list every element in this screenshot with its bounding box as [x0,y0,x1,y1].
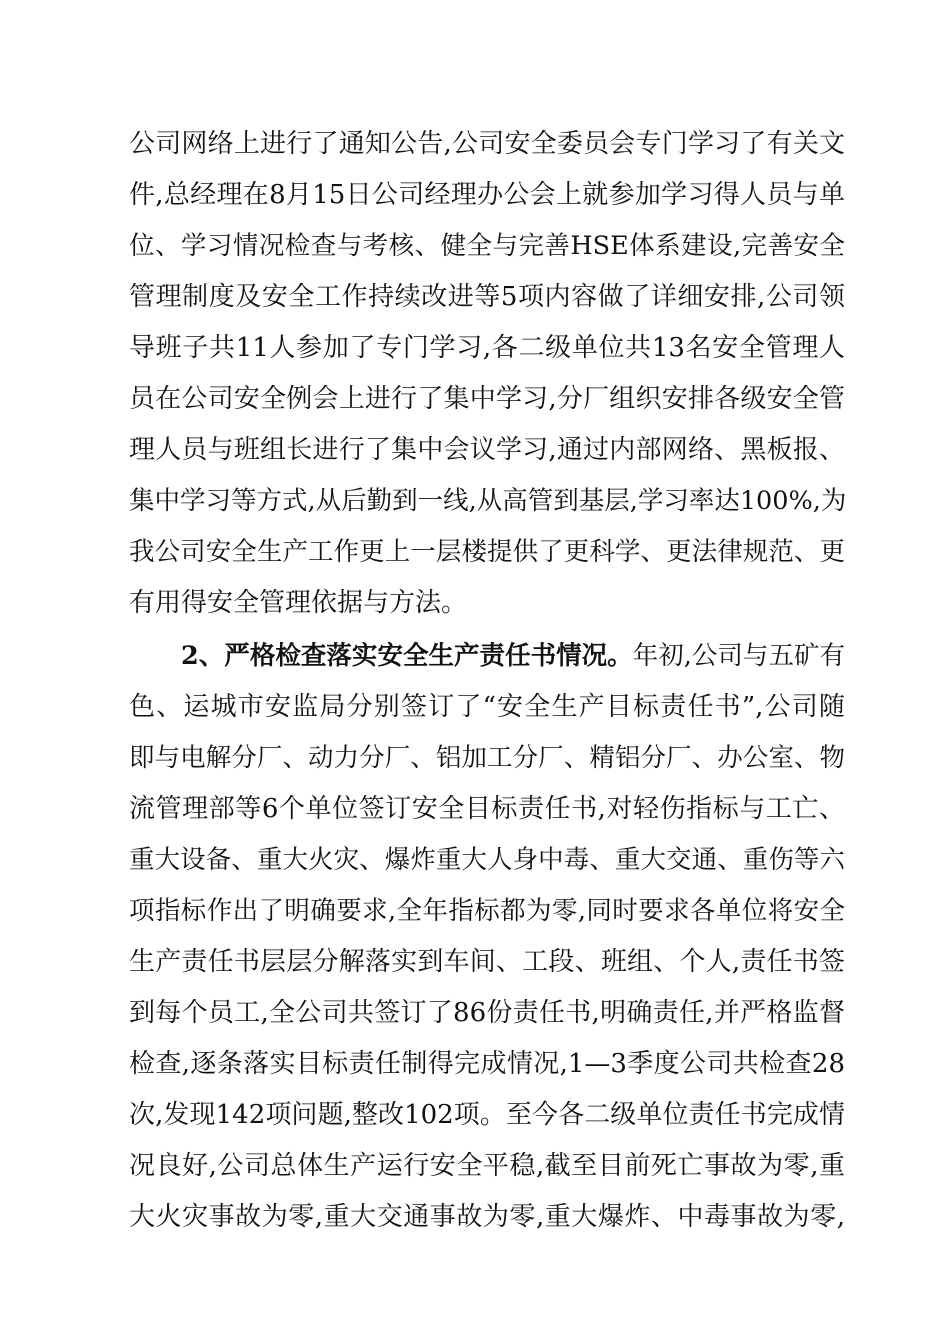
section-heading: 2、严格检查落实安全生产责任书情况。 [181,641,633,671]
text-line: 次,发现142项问题,整改102项。至今各二级单位责任书完成情 [129,1100,845,1130]
paragraph-first-line [181,638,845,674]
text-line: 件,总经理在8月15日公司经理办公会上就参加学习得人员与单 [129,180,845,210]
text-line: 位、学习情况检查与考核、健全与完善HSE体系建设,完善安全 [129,231,845,261]
text-line: 集中学习等方式,从后勤到一线,从高管到基层,学习率达100%,为 [129,486,847,516]
text-line: 导班子共11人参加了专门学习,各二级单位共13名安全管理人 [129,333,845,363]
text-line: 有用得安全管理依据与方法。 [129,588,468,618]
text-line: 检查,逐条落实目标责任制得完成情况,1—3季度公司共检查28 [129,1049,845,1079]
text-line: 况良好,公司总体生产运行安全平稳,截至目前死亡事故为零,重 [129,1151,845,1181]
text-line: 即与电解分厂、动力分厂、铝加工分厂、精铝分厂、办公室、物 [129,743,845,773]
text-line: 色、运城市安监局分别签订了“安全生产目标责任书”,公司随 [129,692,845,722]
heading-followup-text: 年初,公司与五矿有 [632,641,845,671]
text-line: 项指标作出了明确要求,全年指标都为零,同时要求各单位将安全 [129,896,845,926]
text-line: 公司网络上进行了通知公告,公司安全委员会专门学习了有关文 [129,129,845,159]
text-line: 我公司安全生产工作更上一层楼提供了更科学、更法律规范、更 [129,537,845,567]
text-line: 员在公司安全例会上进行了集中学习,分厂组织安排各级安全管 [129,384,845,414]
text-line: 管理制度及安全工作持续改进等5项内容做了详细安排,公司领 [129,282,845,312]
text-line: 生产责任书层层分解落实到车间、工段、班组、个人,责任书签 [129,947,845,977]
text-line: 重大设备、重大火灾、爆炸重大人身中毒、重大交通、重伤等六 [129,845,845,875]
text-line: 理人员与班组长进行了集中会议学习,通过内部网络、黑板报、 [129,435,845,465]
text-line: 流管理部等6个单位签订安全目标责任书,对轻伤指标与工亡、 [129,794,845,824]
text-line: 大火灾事故为零,重大交通事故为零,重大爆炸、中毒事故为零, [129,1202,845,1232]
text-line: 到每个员工,全公司共签订了86份责任书,明确责任,并严格监督 [129,998,845,1028]
